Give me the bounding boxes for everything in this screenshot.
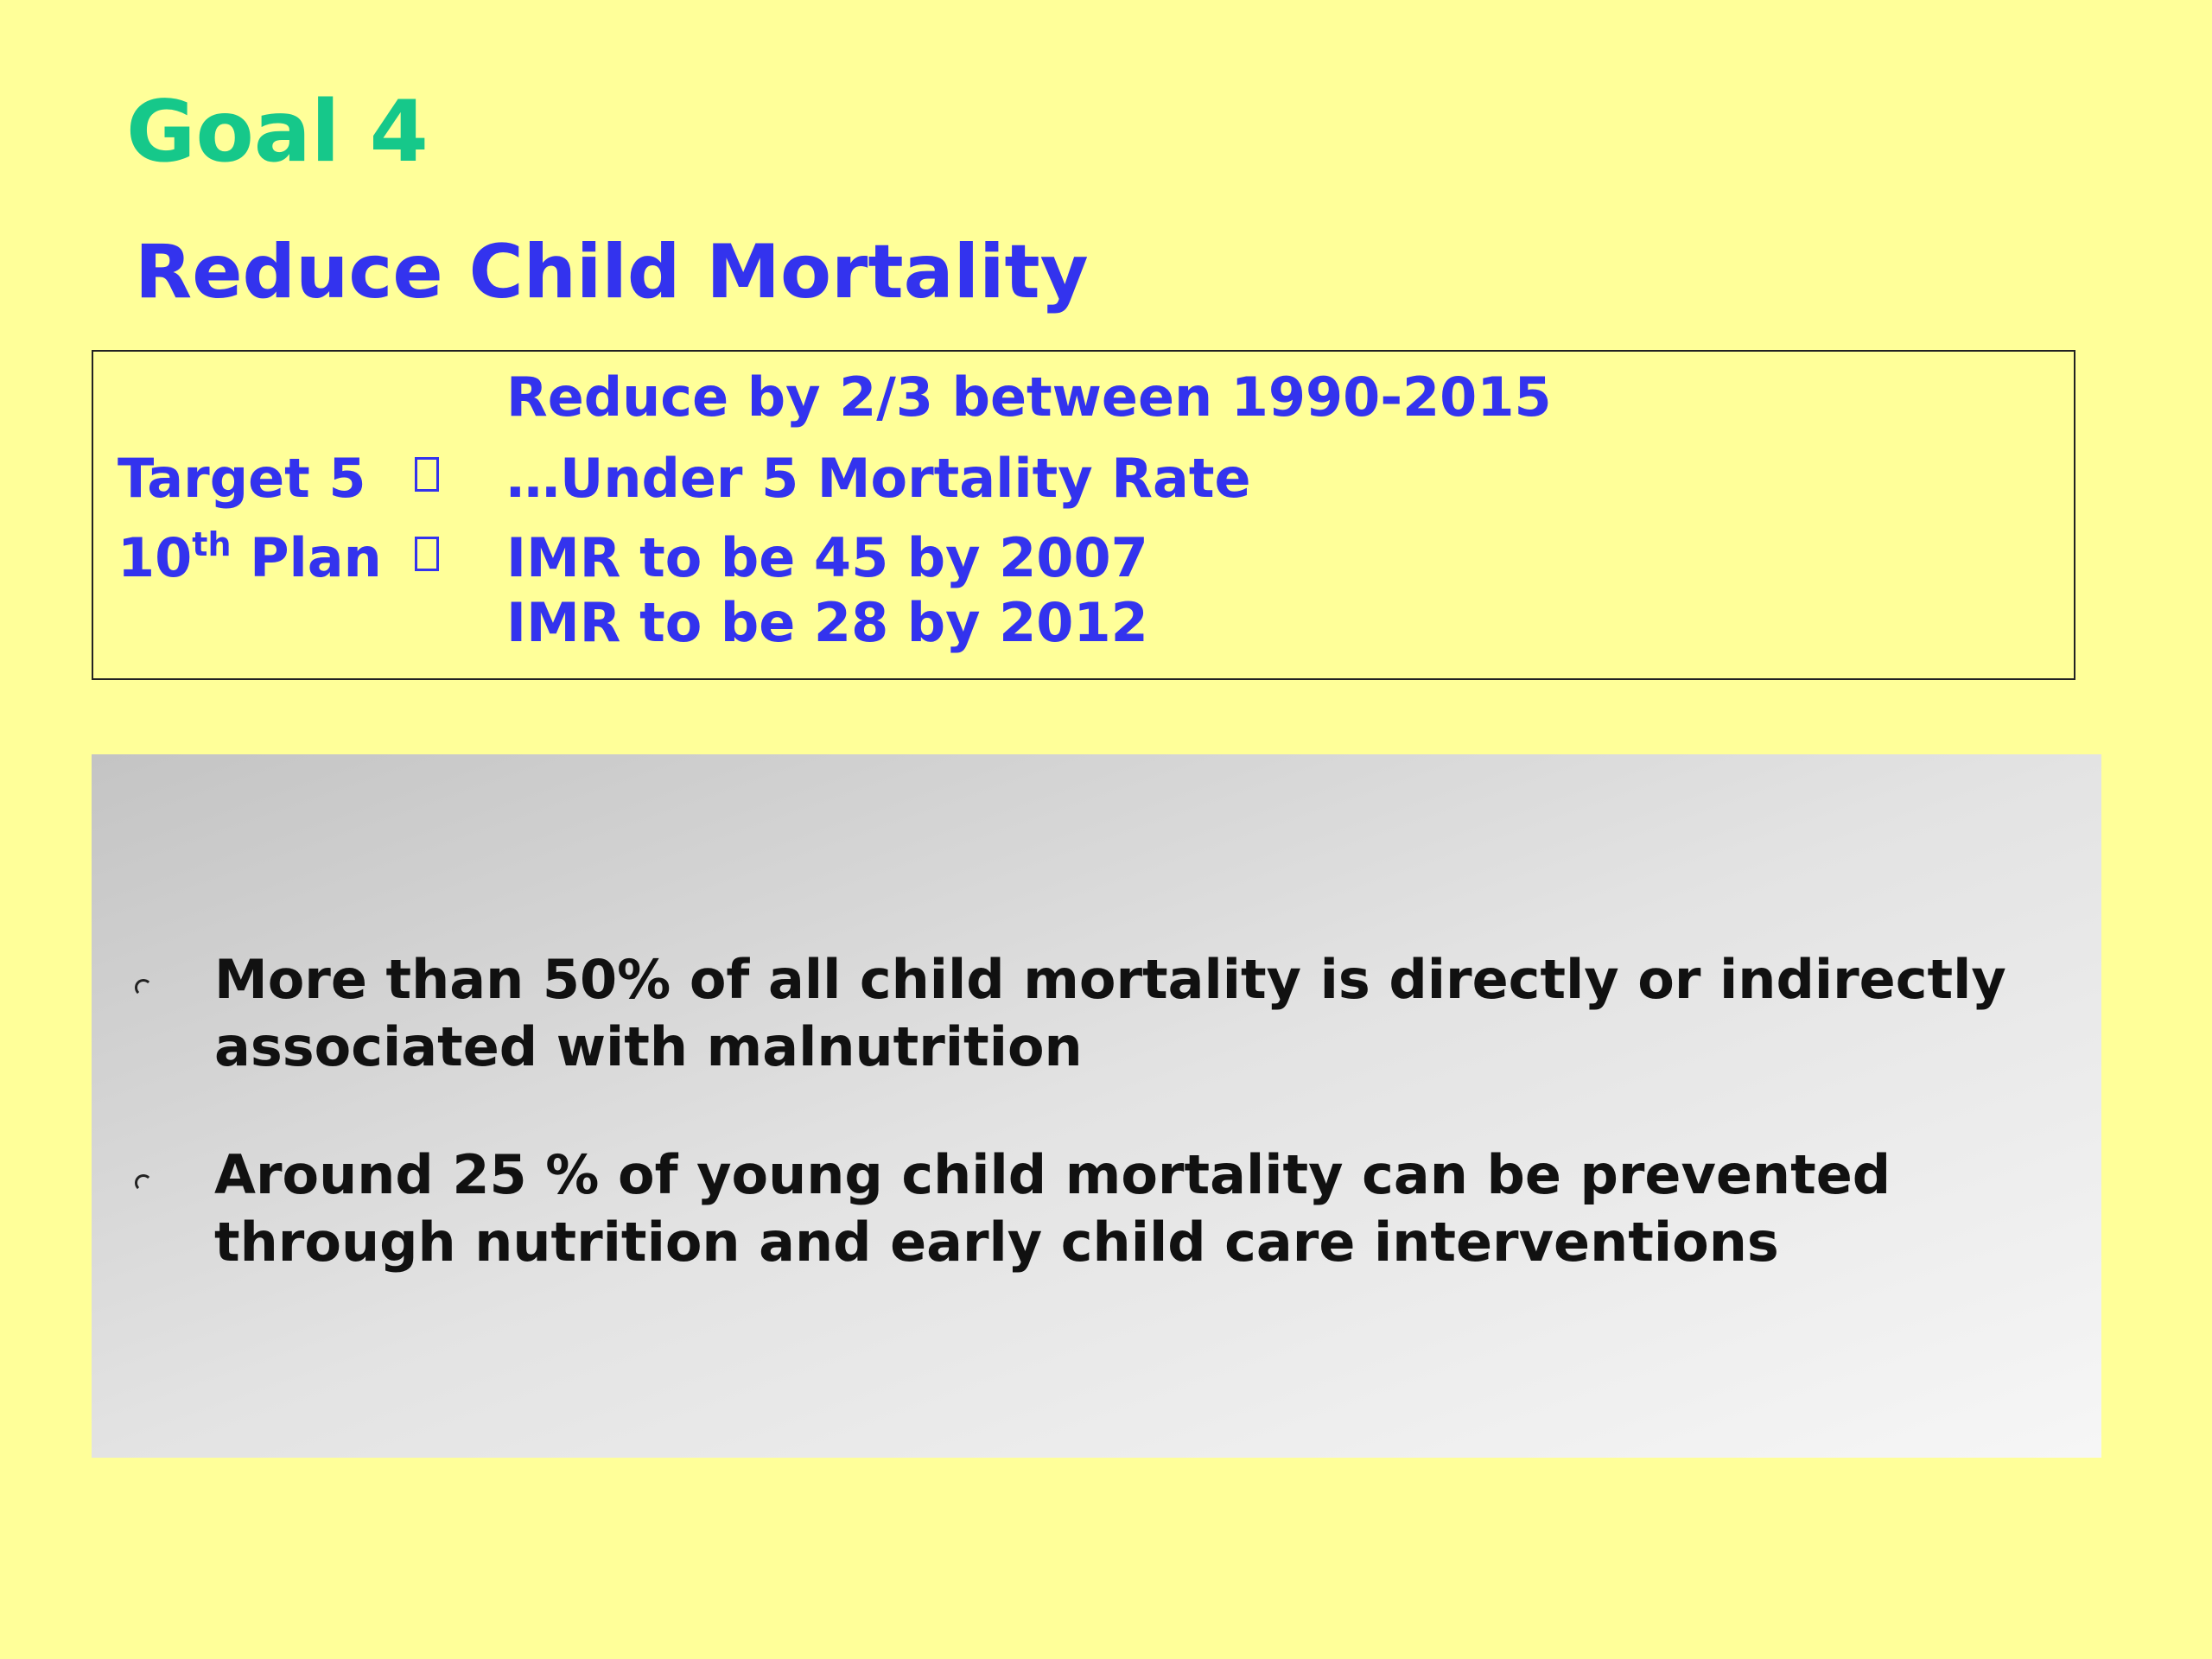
plan-label-word: Plan <box>250 526 382 589</box>
note-text <box>214 1141 2072 1276</box>
note-line: Around 25 % of young child mortality can be prevented <box>214 1143 1891 1206</box>
target-indicator-text: …Under 5 Mortality Rate <box>506 447 1251 510</box>
note-line: through nutrition and early child care interventions <box>214 1211 1779 1274</box>
plan-label-number: 10 <box>118 526 193 589</box>
note-text <box>214 946 2072 1081</box>
note-line: associated with malnutrition <box>214 1015 1083 1078</box>
arrow-icon <box>415 537 439 571</box>
plan-label-sup: th <box>192 525 232 563</box>
notes-panel <box>92 754 2101 1458</box>
target-goal-text: Reduce by 2/3 between 1990-2015 <box>506 365 1552 429</box>
target-label: Target 5 <box>118 447 366 510</box>
bullet-icon <box>135 979 152 996</box>
slide-subtitle: Reduce Child Mortality <box>135 229 1089 315</box>
plan-label <box>118 525 382 589</box>
imr-target-2012: IMR to be 28 by 2012 <box>506 591 1148 654</box>
imr-target-2007: IMR to be 45 by 2007 <box>506 526 1148 589</box>
goal-title: Goal 4 <box>126 83 429 181</box>
note-line: More than 50% of all child mortality is directly or indirectly <box>214 948 2006 1011</box>
arrow-icon <box>415 457 439 492</box>
bullet-icon <box>135 1174 152 1192</box>
target-box <box>92 350 2075 680</box>
